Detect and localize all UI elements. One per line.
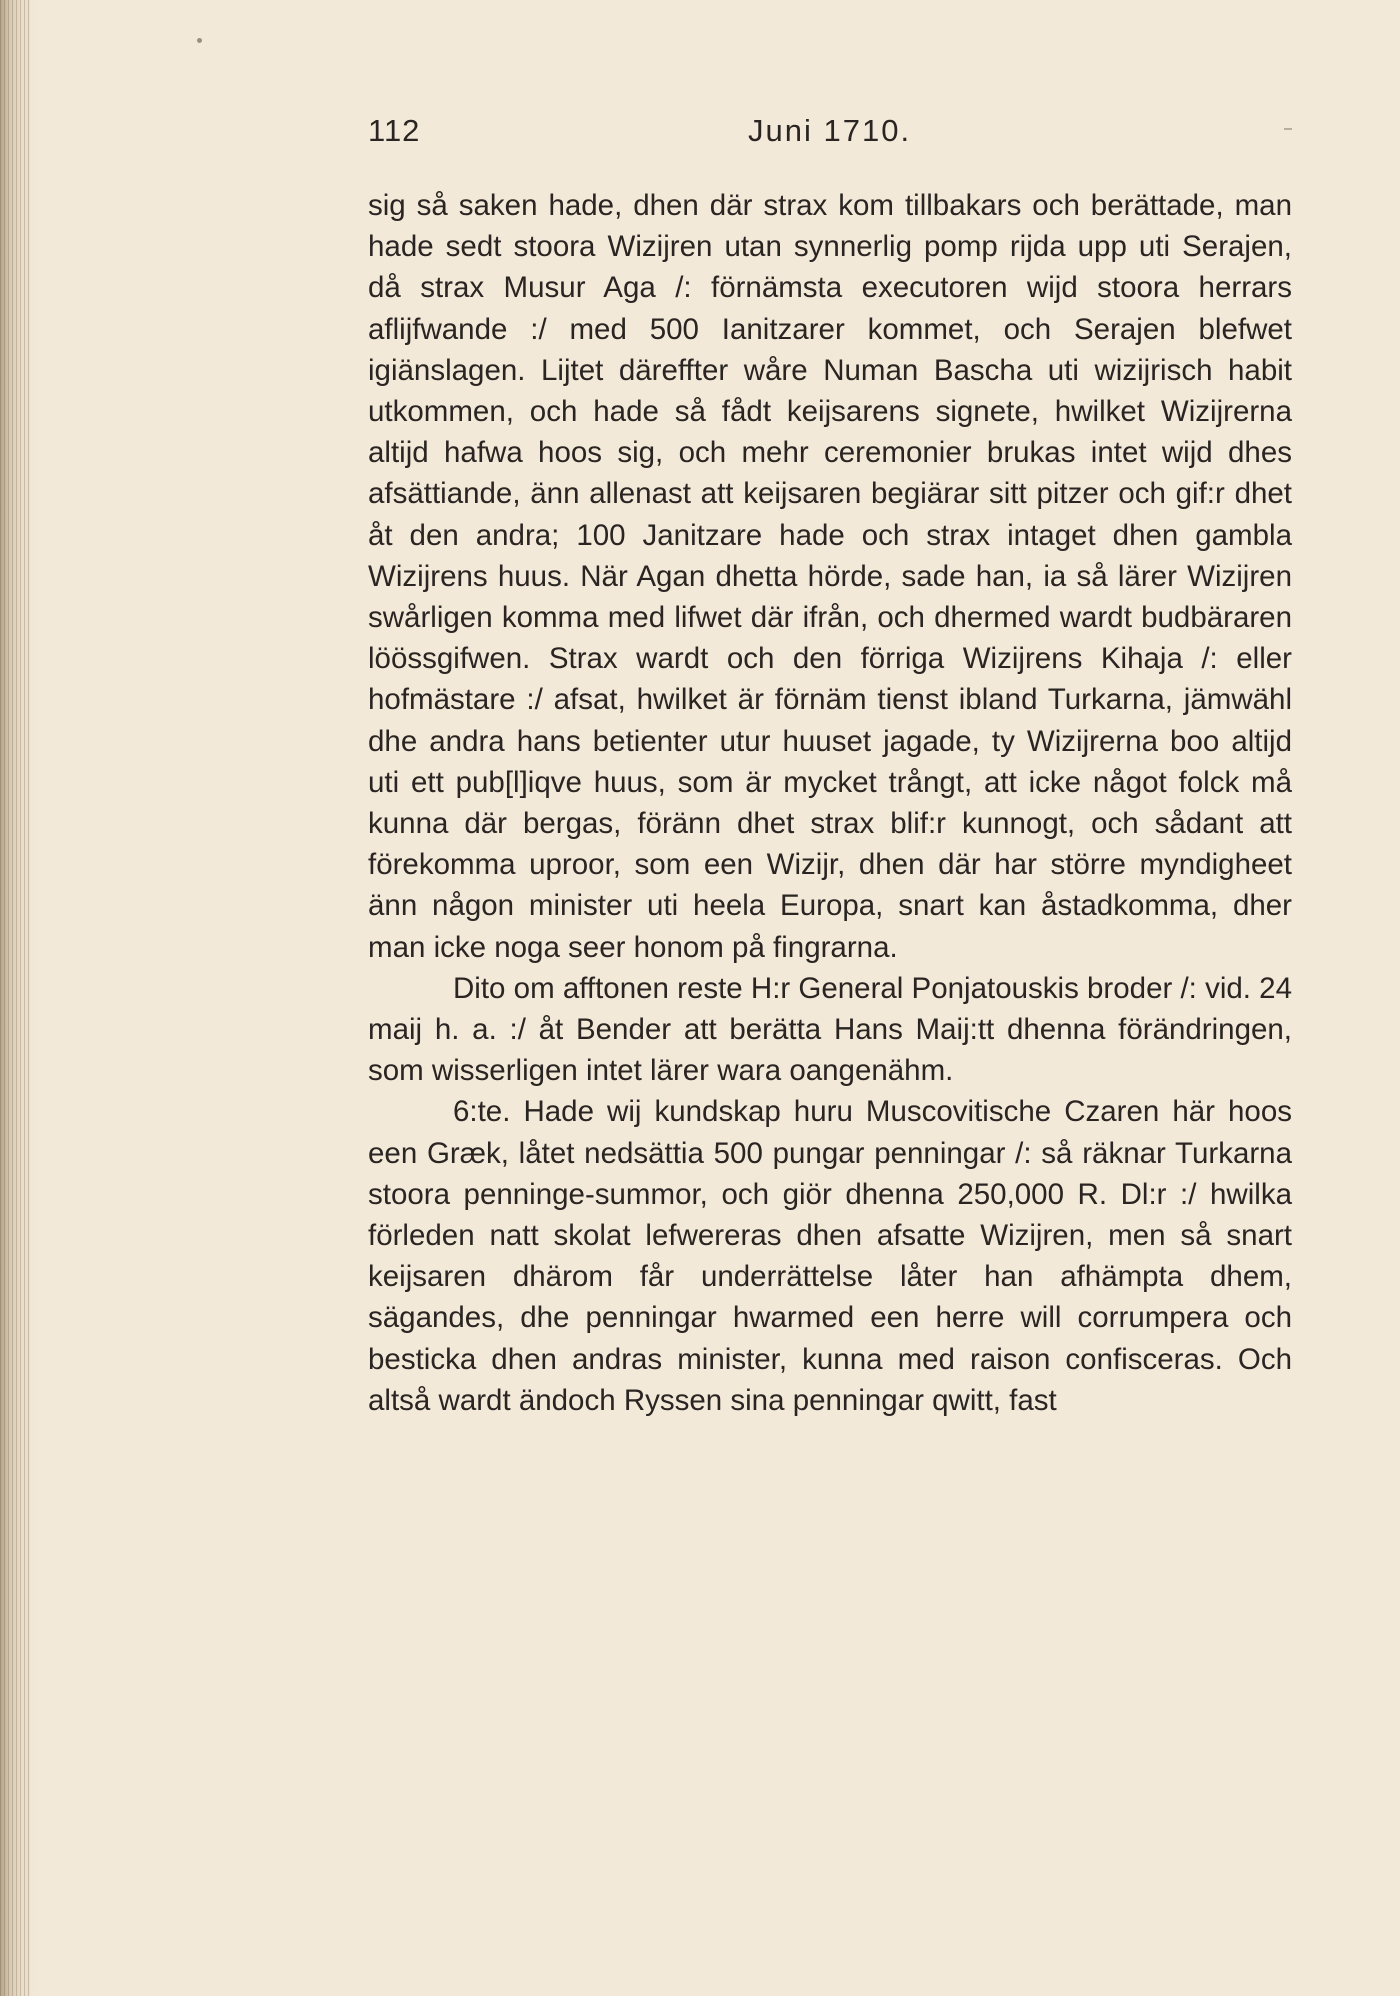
paper-speck xyxy=(197,38,202,43)
paragraph-3: 6:te. Hade wij kundskap huru Muscovitische Czaren här hoos een Græk, låtet nedsättia 500 pungar penningar /: så räknar Turkarna stoora penninge-summor, och giör dhenna 250,000 R. Dl:r :/ hwilka förleden natt skolat lefwereras dhen afsatte Wizijren, men så snart keijsaren dhärom får underrättelse låter han afhämpta dhem, sägandes, dhe penningar hwarmed een herre will corrumpera och besticka dhen andras minister, kunna med raison confisceras. Och altså wardt ändoch Ryssen sina penningar qwitt, fast xyxy=(368,1095,1292,1417)
paragraph-2: Dito om afftonen reste H:r General Ponjatouskis broder /: vid. 24 maij h. a. :/ åt Bender att berätta Hans Maij:tt dhenna förändringen, som wisserligen intet lärer wara oangenähm. xyxy=(368,971,1292,1088)
running-head: Juni 1710. xyxy=(748,113,912,148)
paragraph-1: sig så saken hade, dhen där strax kom tillbakars och berättade, man hade sedt stoora Wizijren utan synnerlig pomp rijda upp uti Serajen, då strax Musur Aga /: förnämsta executoren wijd stoora herrars aflijfwande :/ med 500 Ianitzarer kommet, och Serajen blefwet igiänslagen. Lijtet däreffter wåre Numan Bascha uti wizijrisch habit utkommen, och hade så fådt keijsarens signete, hwilket Wizijrerna altijd hafwa hoos sig, och mehr ceremonier brukas intet wijd dhes afsättiande, änn allenast att keijsaren begiärar sitt pitzer och gif:r dhet åt den andra; 100 Janitzare hade och strax intaget dhen gambla Wizijrens huus. När Agan dhetta hörde, sade han, ia så lärer Wizijren swårligen komma med lifwet där ifrån, och dhermed wardt budbäraren löössgifwen. Strax wardt och den förriga Wizijrens Kihaja /: eller hofmästare :/ afsat, hwilket är förnäm tienst ibland Turkarna, jämwähl dhe andra hans betienter utur huuset jagade, ty Wizijrerna boo altijd uti ett pub[l]iqve huus, som är mycket trångt, att icke något folck må kunna där bergas, föränn dhet strax blif:r kunnogt, och sådant att förekomma uproor, som een Wizijr, dhen där har större myndigheet änn någon minister uti heela Europa, snart kan åstadkomma, dher man icke noga seer honom på fingrarna. xyxy=(368,189,1292,964)
body-text xyxy=(368,185,1292,1421)
page-header xyxy=(368,113,1292,157)
book-spine-shadow xyxy=(0,0,30,1996)
page-number: 112 xyxy=(368,113,421,148)
